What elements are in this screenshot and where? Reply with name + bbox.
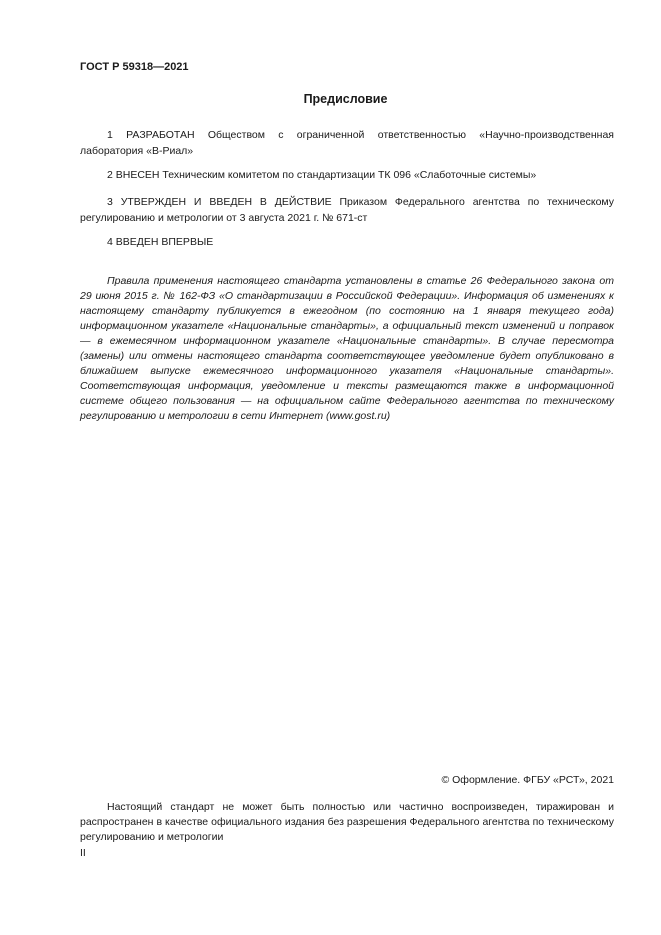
copyright-notice: © Оформление. ФГБУ «РСТ», 2021 [441, 774, 614, 786]
foreword-item-developed: 1 РАЗРАБОТАН Обществом с ограниченной ответственностью «Научно-производственная лаборатория «В-Риал» [80, 129, 614, 157]
foreword-item-approved: 3 УТВЕРЖДЕН И ВВЕДЕН В ДЕЙСТВИЕ Приказом Федерального агентства по техническому регулированию и метрологии от 3 августа 2021 г. № 671-ст [80, 196, 614, 224]
document-id: ГОСТ Р 59318—2021 [80, 61, 189, 73]
foreword-item-introduced: 4 ВВЕДЕН ВПЕРВЫЕ [107, 236, 214, 248]
foreword-item-submitted: 2 ВНЕСЕН Техническим комитетом по стандартизации ТК 096 «Слаботочные системы» [107, 169, 537, 181]
page-number: II [80, 847, 86, 859]
page-title: Предисловие [303, 92, 388, 106]
reproduction-notice: Настоящий стандарт не может быть полностью или частично воспроизведен, тиражирован и распространен в качестве официального издания без разрешения Федерального агентства по техническому регулированию и метрологии [80, 801, 614, 843]
application-rules-note: Правила применения настоящего стандарта установлены в статье 26 Федерального закона от 29 июня 2015 г. № 162-ФЗ «О стандартизации в Российской Федерации». Информация об изменениях к настоящему стандарту публикуется в ежегодном (по состоянию на 1 января текущего года) информационном указателе «Национальные стандарты», а официальный текст изменений и поправок — в ежемесячном информационном указателе «Национальные стандарты». В случае пересмотра (замены) или отмены настоящего стандарта соответствующее уведомление будет опубликовано в ближайшем выпуске ежемесячного информационного указателя «Национальные стандарты». Соответствующая информация, уведомление и тексты размещаются также в информационной системе общего пользования — на официальном сайте Федерального агентства по техническому регулированию и метрологии в сети Интернет (www.gost.ru) [80, 275, 614, 422]
